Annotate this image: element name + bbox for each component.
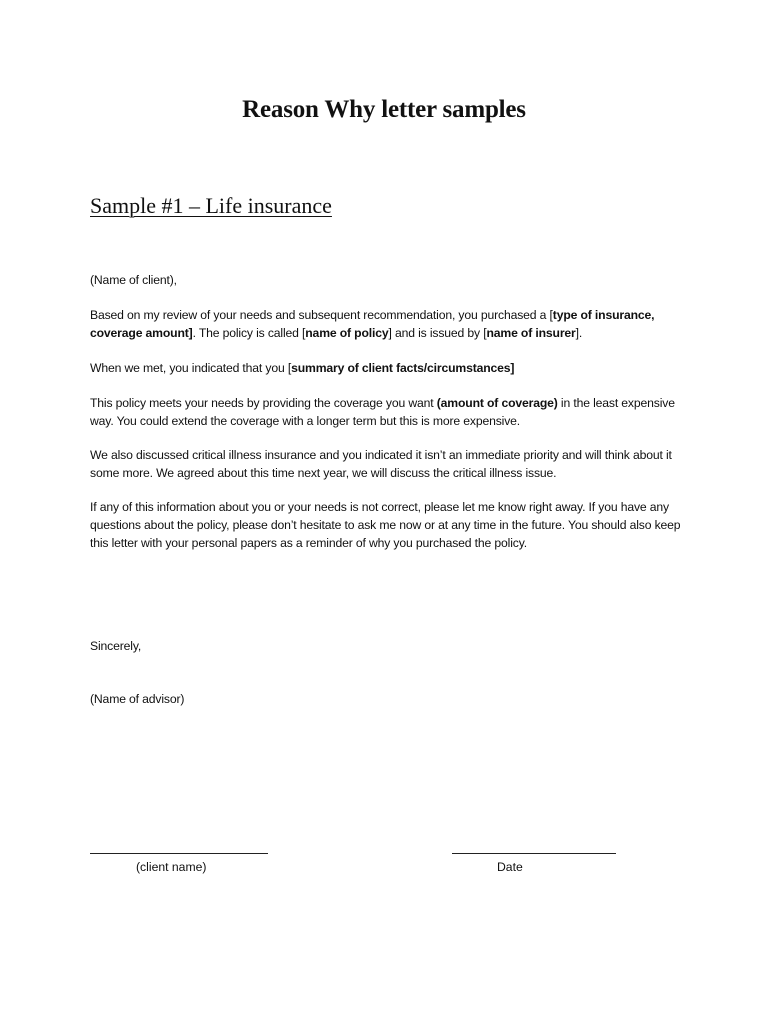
placeholder-client-facts: summary of client facts/circumstances] — [291, 361, 515, 375]
page-title: Reason Why letter samples — [242, 96, 526, 123]
client-name-label: (client name) — [136, 860, 207, 874]
text-run: ] and is issued by [ — [388, 326, 487, 340]
text-run: . The policy is called [ — [192, 326, 306, 340]
advisor-name: (Name of advisor) — [90, 692, 185, 706]
date-signature-line — [452, 853, 616, 854]
text-run: Based on my review of your needs and subsequent recommendation, you purchased a [ — [90, 308, 553, 322]
text-run: This policy meets your needs by providing the coverage you want — [90, 396, 437, 410]
date-label: Date — [497, 860, 523, 874]
placeholder-insurer-name: name of insurer — [486, 326, 576, 340]
text-run: ]. — [575, 326, 583, 340]
letter-paragraph-met — [90, 359, 690, 377]
text-run: in the least expensive way. You could extend the coverage with a longer term but this is more expensive. — [90, 396, 675, 428]
placeholder-policy-name: name of policy — [305, 326, 389, 340]
client-signature-line — [90, 853, 268, 854]
letter-paragraph-correctness: If any of this information about you or your needs is not correct, please let me know right away. If you have any questions about the policy, please don’t hesitate to ask me now or at any time in the future. You should also keep this letter with your personal papers as a reminder of why you purchased the policy. — [90, 500, 681, 550]
text-run: When we met, you indicated that you [ — [90, 361, 292, 375]
placeholder-coverage-amount: (amount of coverage) — [436, 396, 558, 410]
letter-closing: Sincerely, — [90, 639, 142, 653]
sample-heading: Sample #1 – Life insurance — [90, 193, 332, 218]
letter-salutation: (Name of client), — [90, 273, 177, 287]
letter-paragraph-review — [90, 306, 690, 342]
placeholder-insurance-type: type of insurance, coverage amount] — [90, 308, 655, 340]
letter-paragraph-coverage — [90, 394, 690, 430]
letter-paragraph-critical-illness: We also discussed critical illness insurance and you indicated it isn’t an immediate priority and will think about it some more. We agreed about this time next year, we will discuss the critical illness issue. — [90, 448, 672, 480]
